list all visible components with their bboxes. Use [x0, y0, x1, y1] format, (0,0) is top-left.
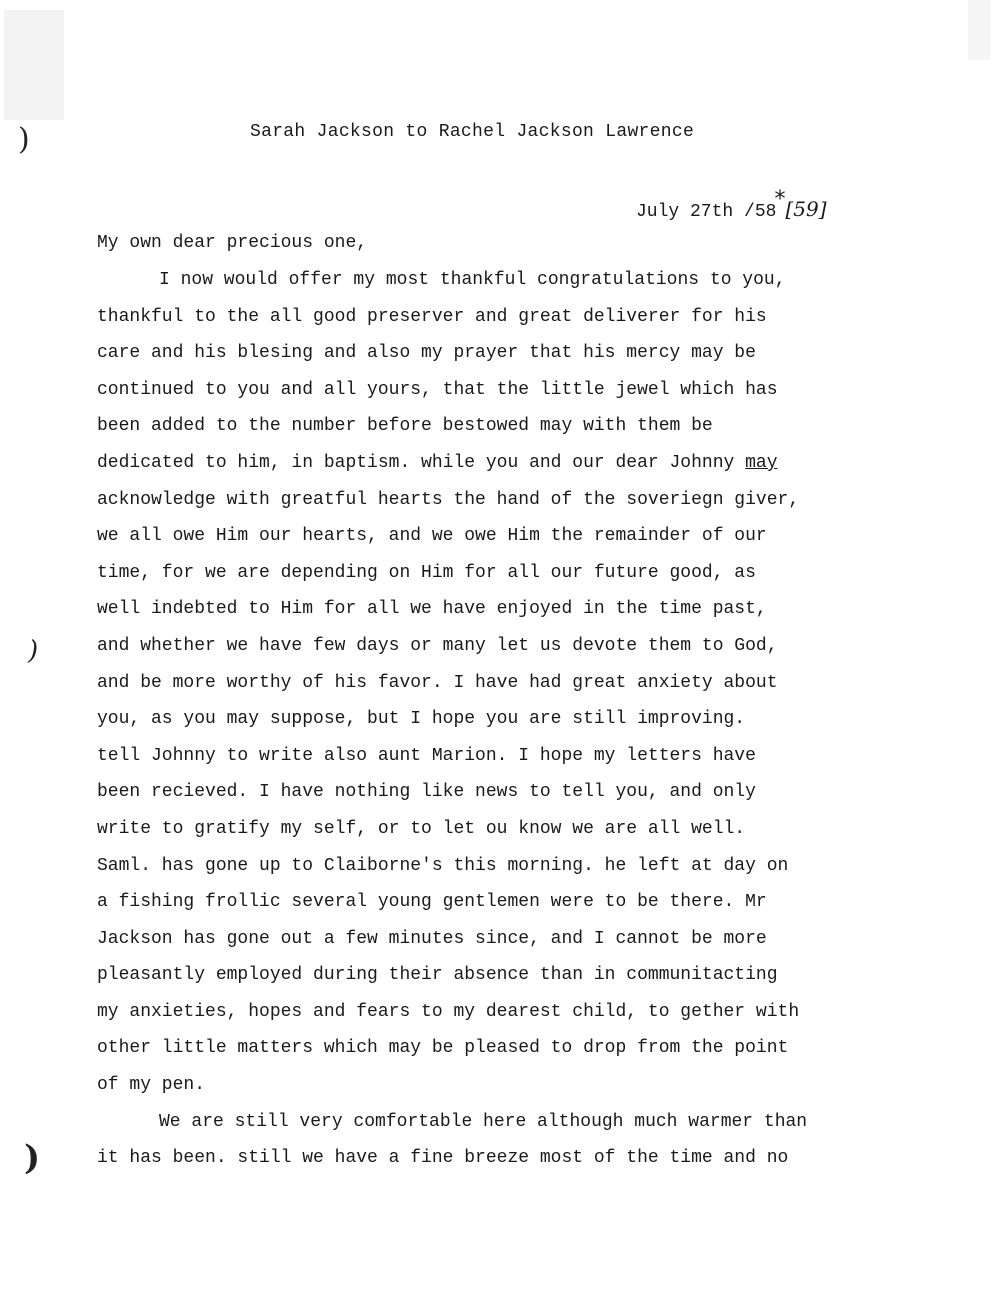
annotation-star: * — [774, 187, 786, 212]
body-line: continued to you and all yours, that the little jewel which has — [97, 379, 778, 400]
body-line: write to gratify my self, or to let ou know we are all well. — [97, 818, 746, 839]
handwritten-annotation: [59] — [785, 197, 827, 221]
letter-title: Sarah Jackson to Rachel Jackson Lawrence — [250, 122, 695, 142]
body-line: been added to the number before bestowed may with them be — [97, 416, 713, 437]
underlined-word: may — [745, 452, 778, 473]
margin-bracket-mark: ) — [24, 1138, 41, 1178]
scan-smudge — [968, 0, 990, 60]
body-line: thankful to the all good preserver and great deliverer for his — [97, 306, 767, 327]
body-line: pleasantly employed during their absence than in communitacting — [97, 965, 778, 986]
letter-date — [636, 187, 827, 222]
body-line: and whether we have few days or many let us devote them to God, — [97, 635, 778, 656]
body-line: of my pen. — [97, 1075, 206, 1096]
body-line: you, as you may suppose, but I hope you are still improving. — [97, 709, 746, 730]
typed-date: July 27th /58 — [636, 202, 777, 222]
scan-smudge — [4, 10, 64, 120]
body-line: and be more worthy of his favor. I have had great anxiety about — [97, 672, 778, 693]
body-line: a fishing frollic several young gentlemen were to be there. Mr — [97, 892, 767, 913]
body-line: been recieved. I have nothing like news to tell you, and only — [97, 782, 756, 803]
body-line: Saml. has gone up to Claiborne's this morning. he left at day on — [97, 855, 789, 876]
body-line: Jackson has gone out a few minutes since, and I cannot be more — [97, 928, 767, 949]
body-line: I now would offer my most thankful congratulations to you, — [159, 270, 786, 290]
body-line: it has been. still we have a fine breeze most of the time and no — [97, 1148, 789, 1169]
margin-bracket-mark: ) — [28, 636, 39, 666]
margin-bracket-mark: ) — [18, 122, 30, 157]
body-line: we all owe Him our hearts, and we owe Him the remainder of our — [97, 526, 767, 547]
body-line: care and his blesing and also my prayer that his mercy may be — [97, 343, 756, 364]
body-line: other little matters which may be pleased to drop from the point — [97, 1038, 789, 1059]
salutation: My own dear precious one, — [97, 233, 368, 253]
body-line: well indebted to Him for all we have enjoyed in the time past, — [97, 599, 767, 620]
body-line-with-underline — [97, 452, 957, 489]
letter-body — [97, 269, 957, 1184]
body-line: tell Johnny to write also aunt Marion. I hope my letters have — [97, 745, 756, 766]
body-line: my anxieties, hopes and fears to my dearest child, to gether with — [97, 1001, 800, 1022]
body-line-text: dedicated to him, in baptism. while you and our dear Johnny — [97, 452, 735, 473]
body-line: time, for we are depending on Him for all our future good, as — [97, 562, 756, 583]
body-line: We are still very comfortable here although much warmer than — [159, 1111, 808, 1132]
body-line: acknowledge with greatful hearts the hand of the soveriegn giver, — [97, 489, 800, 510]
